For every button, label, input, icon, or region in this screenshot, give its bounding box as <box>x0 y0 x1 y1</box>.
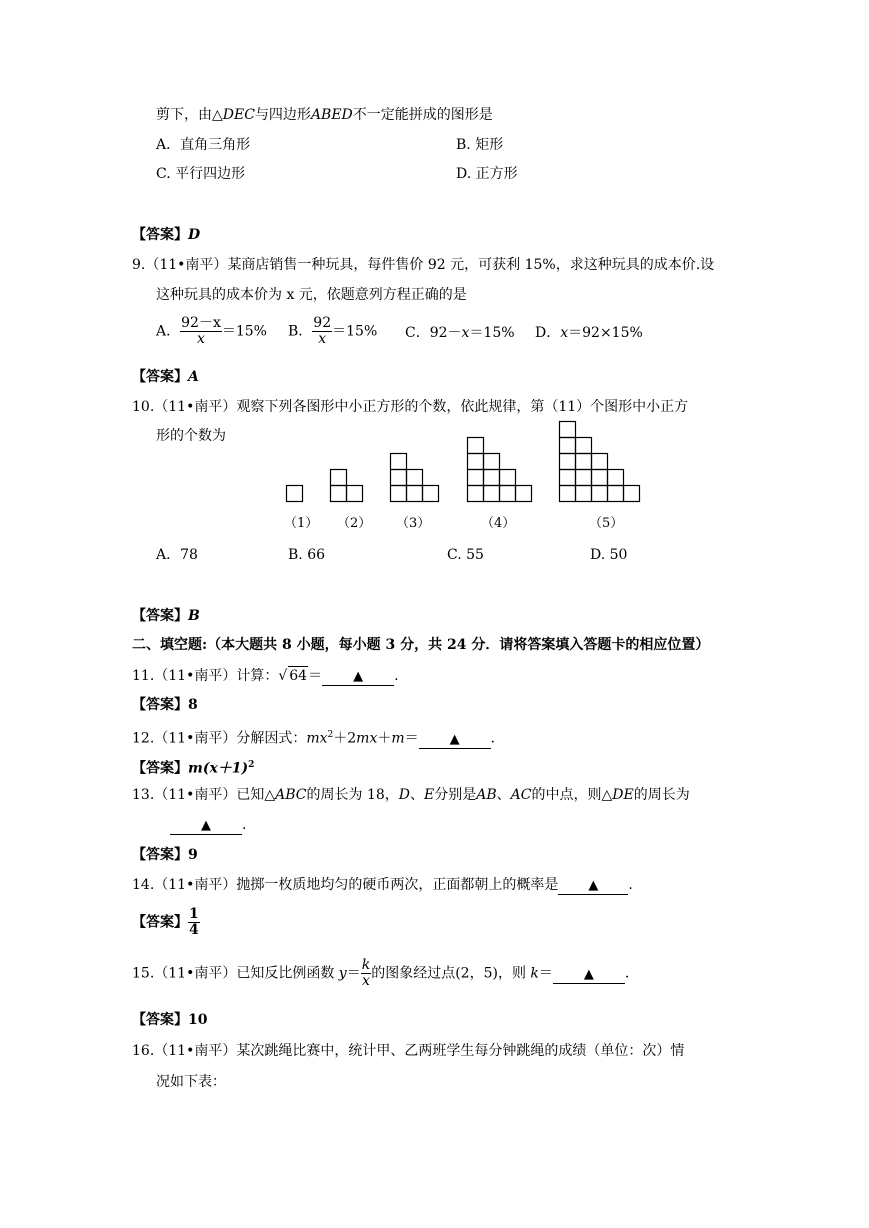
q10-option-d: D. 50 <box>590 547 628 563</box>
square <box>484 486 500 502</box>
radicand: 64 <box>289 668 308 684</box>
question-text: 分解因式： <box>236 730 307 747</box>
square <box>468 438 484 454</box>
period: . <box>628 877 633 893</box>
square <box>608 470 624 486</box>
q13-answer <box>132 846 198 864</box>
option-suffix: ＝92×15% <box>568 325 643 341</box>
variable: x <box>560 325 569 341</box>
q15-stem <box>132 958 629 989</box>
q16-line2: 况如下表： <box>156 1074 226 1090</box>
square <box>560 422 576 438</box>
answer-value: 10 <box>188 1012 208 1028</box>
variable: x <box>461 325 470 341</box>
option-prefix: A． <box>156 323 181 340</box>
answer-label: 【答案】 <box>132 697 188 713</box>
q13-stem <box>132 786 690 804</box>
period: . <box>394 668 399 684</box>
square <box>287 486 303 502</box>
q8-option-b: B. 矩形 <box>456 137 504 153</box>
square <box>500 486 516 502</box>
question-text: 的周长为 18， <box>306 787 399 803</box>
square <box>484 454 500 470</box>
question-text: 已知反比例函数 <box>236 965 339 982</box>
separator: 、 <box>496 787 511 803</box>
answer-label: 【答案】 <box>132 914 188 931</box>
equals: ＝ <box>346 965 361 982</box>
exponent: 2 <box>248 760 255 770</box>
square <box>516 486 532 502</box>
equals: ＝ <box>538 965 553 982</box>
q8-option-a: A．直角三角形 <box>156 137 251 153</box>
fraction-numerator: k <box>361 957 371 973</box>
option-suffix: ＝15% <box>332 323 378 340</box>
expr: m <box>391 730 405 747</box>
figure-label-1: （1） <box>284 516 319 531</box>
variable: AC <box>510 787 532 803</box>
square <box>560 454 576 470</box>
question-number: 13.（11•南平） <box>132 787 237 803</box>
square <box>468 470 484 486</box>
answer-label: 【答案】 <box>132 847 188 863</box>
answer-blank <box>553 966 625 984</box>
question-text: 某商店销售一种玩具，每件售价 92 元，可获利 15%，求这种玩具的成本价.设 <box>227 257 715 273</box>
fraction <box>188 907 200 938</box>
square <box>560 470 576 486</box>
fraction-denominator: 4 <box>189 922 199 938</box>
q8-abed: ABED <box>310 107 353 123</box>
expr: ＋2 <box>333 730 357 747</box>
variable: k <box>530 965 539 982</box>
question-text: 的图象经过点(2，5)，则 <box>371 965 531 982</box>
q10-line2: 形的个数为 <box>156 428 226 444</box>
question-text: 观察下列各图形中小正方形的个数，依此规律，第（11）个图形中小正方 <box>236 399 689 415</box>
square <box>592 486 608 502</box>
variable: E <box>424 787 435 803</box>
fraction-denominator: x <box>197 331 205 347</box>
answer-blank <box>419 731 491 749</box>
square <box>407 486 423 502</box>
triangle-icon: ▲ <box>201 818 211 833</box>
question-number: 12.（11•南平） <box>132 730 237 747</box>
period: . <box>624 965 630 982</box>
square <box>468 486 484 502</box>
separator: 、 <box>410 787 424 803</box>
square <box>576 486 592 502</box>
q8-option-d: D. 正方形 <box>456 166 518 182</box>
square <box>592 470 608 486</box>
fraction <box>361 958 371 989</box>
expr: mx <box>306 730 328 747</box>
square <box>560 486 576 502</box>
q10-answer <box>132 607 200 625</box>
q14-answer <box>132 907 200 938</box>
question-number: 15.（11•南平） <box>132 965 237 982</box>
answer-label: 【答案】 <box>132 227 188 243</box>
variable: DE <box>612 787 634 803</box>
answer-value: B <box>188 608 200 624</box>
q8-option-c: C. 平行四边形 <box>156 166 246 182</box>
question-text: 某次跳绳比赛中，统计甲、乙两班学生每分钟跳绳的成绩（单位：次）情 <box>236 1043 685 1059</box>
triangle-icon: ▲ <box>588 878 599 893</box>
square <box>407 470 423 486</box>
figure-label-4: （4） <box>481 516 516 531</box>
square <box>347 486 363 502</box>
period: . <box>242 817 247 833</box>
q16-line1 <box>132 1042 684 1060</box>
question-number: 9.（11•南平） <box>132 257 228 273</box>
question-number: 10.（11•南平） <box>132 399 237 415</box>
answer-value: D <box>188 227 201 243</box>
q8-text: 剪下，由△ <box>156 107 223 123</box>
triangle-icon: ▲ <box>449 731 460 747</box>
answer-label: 【答案】 <box>132 1012 188 1028</box>
q11-stem <box>132 666 399 686</box>
answer-blank <box>170 817 242 835</box>
fraction-numerator: 1 <box>189 906 199 922</box>
q10-option-a: A．78 <box>156 547 198 563</box>
variable: D <box>398 787 410 803</box>
triangle-icon: ▲ <box>353 669 364 684</box>
q13-blank-line <box>170 816 246 835</box>
answer-blank <box>558 877 628 895</box>
square <box>391 486 407 502</box>
question-number: 11.（11•南平） <box>132 668 237 684</box>
answer-value: m(x＋1) <box>188 760 249 777</box>
question-text: 计算： <box>236 668 279 684</box>
option-suffix: ＝15% <box>469 325 515 341</box>
option-prefix: B． <box>288 323 313 340</box>
question-text: 抛掷一枚质地均匀的硬币两次，正面都朝上的概率是 <box>236 877 559 893</box>
section-title: 二、填空题:（本大题共 8 小题，每小题 3 分，共 24 分．请将答案填入答题卡的相应位置） <box>132 637 710 653</box>
equals: ＝ <box>404 730 419 747</box>
q12-stem <box>132 726 495 749</box>
option-prefix: C．92－ <box>405 325 462 341</box>
variable: ABC <box>275 787 307 803</box>
q11-answer <box>132 696 198 714</box>
q15-answer <box>132 1011 207 1029</box>
answer-label: 【答案】 <box>132 760 188 777</box>
sqrt-icon: √ <box>278 668 288 684</box>
fraction-numerator: 92－x <box>181 315 221 331</box>
square <box>468 454 484 470</box>
question-number: 16.（11•南平） <box>132 1043 237 1059</box>
square <box>500 470 516 486</box>
expr: ＋ <box>377 730 392 747</box>
question-text: 的周长为 <box>633 787 690 803</box>
square <box>560 438 576 454</box>
figure-label-2: （2） <box>337 516 372 531</box>
fraction-numerator: 92 <box>313 315 332 331</box>
answer-label: 【答案】 <box>132 369 188 385</box>
q8-dec: DEC <box>222 107 255 123</box>
q10-option-b: B. 66 <box>288 547 326 563</box>
period: . <box>490 730 496 747</box>
square <box>331 486 347 502</box>
figure-label-5: （5） <box>589 516 624 531</box>
square <box>624 486 640 502</box>
q14-stem <box>132 876 633 895</box>
variable: AB <box>476 787 497 803</box>
option-prefix: D． <box>535 325 561 341</box>
question-number: 14.（11•南平） <box>132 877 237 893</box>
q9-line2: 这种玩具的成本价为 x 元，依题意列方程正确的是 <box>156 287 467 303</box>
q10-option-c: C. 55 <box>447 547 484 563</box>
square <box>608 486 624 502</box>
square <box>576 438 592 454</box>
staircase-figures <box>0 0 869 520</box>
expr: mx <box>356 730 378 747</box>
exponent: 2 <box>327 730 334 740</box>
question-text: 的中点，则△ <box>531 787 613 803</box>
fraction-denominator: x <box>362 973 370 989</box>
q8-text: 与四边形 <box>254 107 311 123</box>
answer-label: 【答案】 <box>132 608 188 624</box>
square <box>423 486 439 502</box>
option-suffix: ＝15% <box>221 323 267 340</box>
q12-answer <box>132 756 254 778</box>
fraction-denominator: x <box>318 331 327 347</box>
square <box>576 454 592 470</box>
square <box>484 470 500 486</box>
answer-value: A <box>188 369 199 385</box>
square <box>391 470 407 486</box>
variable: y <box>338 965 347 982</box>
equals: ＝ <box>308 668 323 684</box>
figure-label-3: （3） <box>396 516 431 531</box>
question-text: 已知△ <box>236 787 276 803</box>
answer-blank <box>322 668 394 686</box>
triangle-icon: ▲ <box>583 966 594 982</box>
square <box>391 454 407 470</box>
q8-text: 不一定能拼成的图形是 <box>352 107 493 123</box>
square <box>576 470 592 486</box>
answer-value: 9 <box>188 847 198 863</box>
answer-value: 8 <box>188 697 198 713</box>
square <box>592 454 608 470</box>
square <box>331 470 347 486</box>
question-text: 分别是 <box>434 787 477 803</box>
